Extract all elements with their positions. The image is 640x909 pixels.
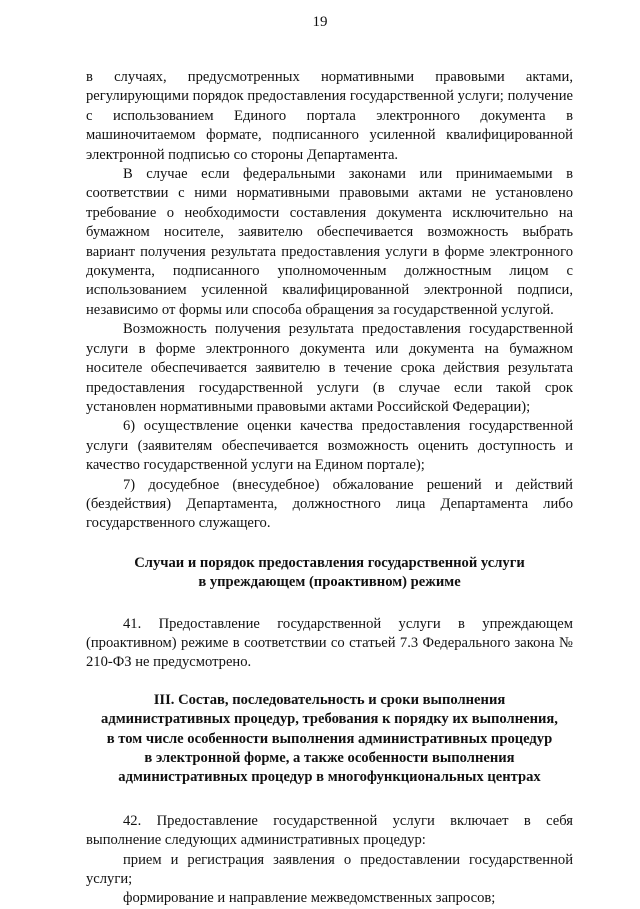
heading-line: административных процедур в многофункциональных центрах: [118, 769, 541, 786]
page-number: 19: [312, 14, 328, 30]
paragraph-result-availability: Возможность получения результата предоставления государственной услуги в форме электронного документа или документа на бумажном носителе обеспечивается заявителю в течение срока действия результата предоставления государственной услуги (в случае если такой срок установлен нормативными правовыми актами Российской Федерации);: [86, 321, 573, 415]
section-heading-proactive: [86, 554, 573, 593]
heading-line: административных процедур, требования к порядку их выполнения,: [101, 711, 558, 728]
document-body: [86, 68, 573, 909]
list-item: формирование и направление межведомственных запросов;: [123, 890, 496, 907]
list-item: прием и регистрация заявления о предоставлении государственной услуги;: [86, 851, 573, 888]
paragraph-41: 41. Предоставление государственной услуги в упреждающем (проактивном) режиме в соответствии со статьей 7.3 Федерального закона № 210-ФЗ не предусмотрено.: [86, 615, 573, 671]
section-heading-iii: [86, 691, 573, 788]
heading-line: в упреждающем (проактивном) режиме: [198, 574, 461, 591]
heading-line: в электронной форме, а также особенности выполнения: [144, 750, 515, 766]
paragraph-electronic-result: В случае если федеральными законами или принимаемыми в соответствии с ними нормативными правовыми актами не установлено требование о необходимости составления документа исключительно на бумажном носителе, заявителю обеспечивается возможность выбрать вариант получения результата предоставления услуги в форме электронного документа, подписанного уполномоченным должностным лицом с использованием усиленной квалифицированной электронной подписи, независимо от формы или способа обращения за государственной услугой.: [86, 166, 573, 318]
heading-line: III. Состав, последовательность и сроки выполнения: [153, 691, 506, 708]
paragraph-42: 42. Предоставление государственной услуги включает в себя выполнение следующих административных процедур:: [86, 812, 573, 849]
heading-line: в том числе особенности выполнения административных процедур: [106, 730, 553, 747]
heading-line: Случаи и порядок предоставления государственной услуги: [134, 554, 525, 571]
paragraph-item-6: 6) осуществление оценки качества предоставления государственной услуги (заявителям обеспечивается возможность оценить доступность и качество государственной услуги на Едином портале);: [86, 418, 573, 474]
paragraph-item-7: 7) досудебное (внесудебное) обжалование решений и действий (бездействия) Департамента, должностного лица Департамента либо государственного служащего.: [86, 476, 573, 532]
paragraph-continuation: в случаях, предусмотренных нормативными правовыми актами, регулирующими порядок предоставления государственной услуги; получение с использованием Единого портала электронного документа в машиночитаемом формате, подписанного усиленной квалифицированной электронной подписью со стороны Департамента.: [86, 69, 573, 163]
